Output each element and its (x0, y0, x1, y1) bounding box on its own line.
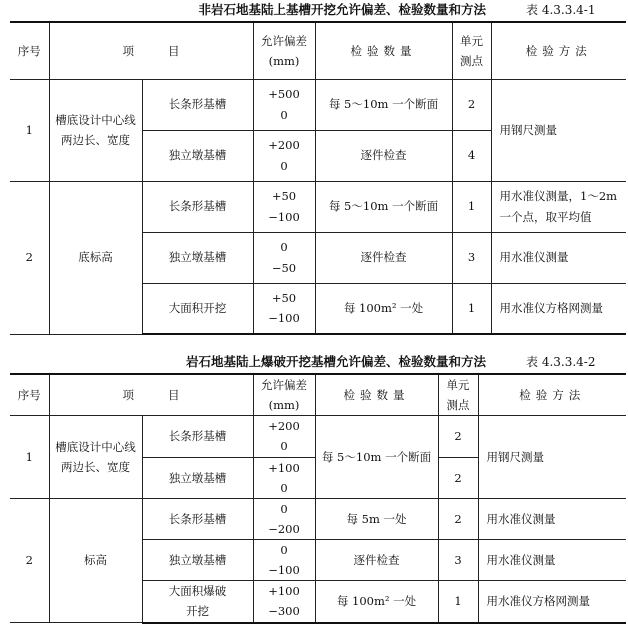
header-item: 项 目 (49, 22, 253, 79)
row-tolerance: 0 −50 (253, 232, 315, 283)
row-points: 3 (438, 540, 478, 581)
table2-number: 表 4.3.3.4-2 (526, 355, 596, 369)
row-points: 4 (452, 130, 491, 181)
row-subitem: 独立墩基槽 (142, 540, 253, 581)
table1 (10, 21, 626, 335)
row-points: 1 (438, 581, 478, 623)
row-points: 2 (452, 79, 491, 130)
row-item: 底标高 (49, 181, 142, 334)
row-item: 标高 (49, 498, 142, 622)
row-item: 槽底设计中心线 两边长、宽度 (49, 79, 142, 181)
header-quantity: 检验数量 (315, 374, 438, 416)
header-method: 检验方法 (491, 22, 626, 79)
header-tolerance: 允许偏差 (mm) (253, 374, 315, 416)
row-method: 用水准仪测量 (478, 498, 626, 539)
row-subitem: 长条形基槽 (142, 416, 253, 457)
table2 (10, 373, 626, 624)
row-method: 用水准仪方格网测量 (478, 581, 626, 623)
row-subitem: 大面积爆破 开挖 (142, 581, 253, 623)
row-quantity: 逐件检查 (315, 540, 438, 581)
row-subitem: 独立墩基槽 (142, 232, 253, 283)
row-quantity: 逐件检查 (315, 130, 452, 181)
table2-caption (0, 352, 628, 372)
row-method: 用水准仪测量，1～2m 一个点，取平均值 (491, 181, 626, 232)
table-row (10, 416, 626, 457)
table2-title: 岩石地基陆上爆破开挖基槽允许偏差、检验数量和方法 (185, 354, 486, 369)
table-row (10, 79, 626, 130)
header-item: 项 目 (49, 374, 253, 416)
table-row (10, 498, 626, 539)
table1-number: 表 4.3.3.4-1 (526, 3, 596, 17)
row-points: 3 (452, 232, 491, 283)
row-quantity: 每 100m² 一处 (315, 581, 438, 623)
row-seq: 1 (10, 79, 49, 181)
row-tolerance: +100 −300 (253, 581, 315, 623)
row-tolerance: 0 −200 (253, 498, 315, 539)
table1-title: 非岩石地基陆上基槽开挖允许偏差、检验数量和方法 (198, 2, 486, 17)
row-tolerance: +500 0 (253, 79, 315, 130)
row-quantity: 每 5m 一处 (315, 498, 438, 539)
row-tolerance: +200 0 (253, 130, 315, 181)
row-seq: 1 (10, 416, 49, 499)
table1-caption (0, 0, 628, 20)
row-quantity: 每 100m² 一处 (315, 283, 452, 334)
header-quantity: 检验数量 (315, 22, 452, 79)
row-points: 1 (452, 283, 491, 334)
header-seq: 序号 (10, 374, 49, 416)
row-method: 用水准仪方格网测量 (491, 283, 626, 334)
row-method: 用钢尺测量 (491, 79, 626, 181)
row-method: 用水准仪测量 (491, 232, 626, 283)
row-quantity: 每 5～10m 一个断面 (315, 416, 438, 499)
row-subitem: 独立墩基槽 (142, 130, 253, 181)
row-method: 用钢尺测量 (478, 416, 626, 499)
row-points: 2 (438, 416, 478, 457)
row-tolerance: +100 0 (253, 457, 315, 498)
row-subitem: 长条形基槽 (142, 79, 253, 130)
row-subitem: 大面积开挖 (142, 283, 253, 334)
row-subitem: 独立墩基槽 (142, 457, 253, 498)
row-points: 1 (452, 181, 491, 232)
row-item: 槽底设计中心线 两边长、宽度 (49, 416, 142, 499)
header-tolerance: 允许偏差 (mm) (253, 22, 315, 79)
row-subitem: 长条形基槽 (142, 498, 253, 539)
header-points: 单元 测点 (452, 22, 491, 79)
row-tolerance: 0 −100 (253, 540, 315, 581)
table-row (10, 181, 626, 232)
table1-header-row (10, 22, 626, 79)
row-seq: 2 (10, 181, 49, 334)
row-quantity: 每 5～10m 一个断面 (315, 181, 452, 232)
row-quantity: 逐件检查 (315, 232, 452, 283)
row-points: 2 (438, 457, 478, 498)
row-quantity: 每 5～10m 一个断面 (315, 79, 452, 130)
row-tolerance: +200 0 (253, 416, 315, 457)
row-points: 2 (438, 498, 478, 539)
row-tolerance: +50 −100 (253, 283, 315, 334)
row-subitem: 长条形基槽 (142, 181, 253, 232)
header-seq: 序号 (10, 22, 49, 79)
row-tolerance: +50 −100 (253, 181, 315, 232)
row-seq: 2 (10, 498, 49, 622)
row-method: 用水准仪测量 (478, 540, 626, 581)
header-points: 单元 测点 (438, 374, 478, 416)
header-method: 检验方法 (478, 374, 626, 416)
table2-header-row (10, 374, 626, 416)
